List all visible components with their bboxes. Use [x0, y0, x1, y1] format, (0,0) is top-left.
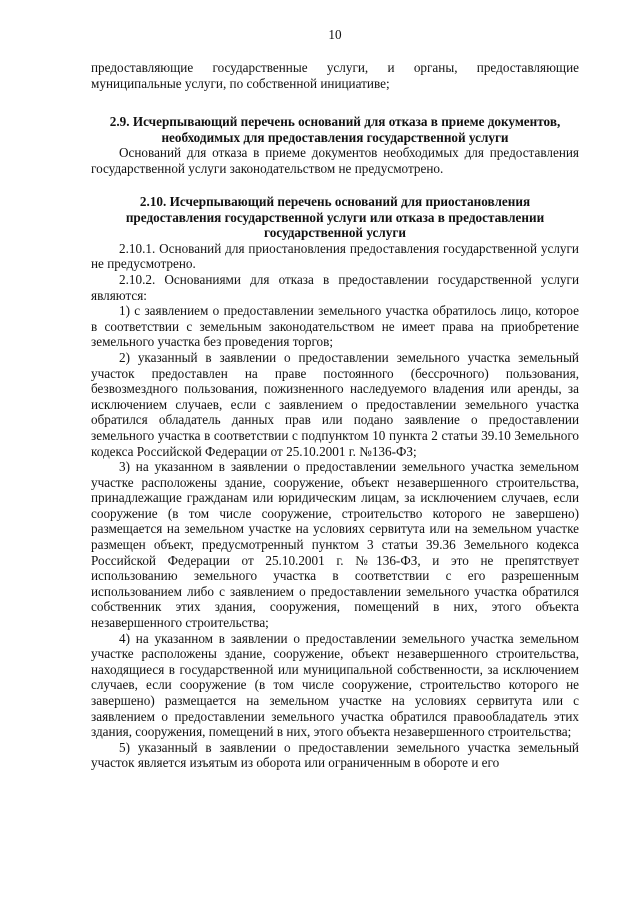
- paragraph-2-10-2: 2.10.2. Основаниями для отказа в предоставлении государственной услуги являются:: [91, 271, 579, 303]
- list-item-3: 3) на указанном в заявлении о предоставлении земельного участка земельном участке расположены здание, сооружение, объект незавершенного строительства, принадлежащие гражданам или юридическим лицам, за исключением случаев, если сооружение (в том числе сооружение, строительство которого не завершено) размещается на земельном участке на условиях сервитута или на земельном участке размещен объект, предусмотренный пунктом 3 статьи 39.36 Земельного кодекса Российской Федерации от 25.10.2001 г. №136-ФЗ, и это не препятствует использованию земельного участка в соответствии с его разрешенным использованием либо с заявлением о предоставлении земельного участка обратился собственник этих здания, сооружения, помещений в них, этого объекта незавершенного строительства;: [91, 459, 579, 631]
- intro-block: [91, 60, 579, 91]
- section-2-10: [91, 194, 579, 771]
- list-item-4: 4) на указанном в заявлении о предоставлении земельного участка земельном участке расположены здание, сооружение, объект незавершенного строительства, находящиеся в государственной или муниципальной собственности, за исключением случаев, если сооружение (в том числе сооружение, строительство которого не завершено) размещается на земельном участке на условиях сервитута или с заявлением о предоставлении земельного участка обратился правообладатель этих здания, сооружения, помещений в них, этого объекта незавершенного строительства;: [91, 630, 579, 740]
- section-2-9-heading-line2: необходимых для предоставления государственной услуги: [161, 129, 509, 145]
- section-2-9: [91, 114, 579, 176]
- intro-paragraph: предоставляющие государственные услуги, и органы, предоставляющие муниципальные услуги, по собственной инициативе;: [91, 60, 579, 91]
- section-2-9-body: Оснований для отказа в приеме документов необходимых для предоставления государственной услуги законодательством не предусмотрено.: [91, 145, 579, 176]
- section-2-10-heading: 2.10. Исчерпывающий перечень оснований для приостановления предоставления государственной услуги или отказа в предоставлении государственной услуги: [125, 194, 545, 241]
- page-number: 10: [328, 27, 342, 42]
- list-item-5: 5) указанный в заявлении о предоставлении земельного участка земельный участок является изъятым из оборота или ограниченным в обороте и его: [91, 739, 579, 771]
- section-2-9-heading-line1: 2.9. Исчерпывающий перечень оснований для отказа в приеме документов,: [109, 114, 561, 129]
- list-item-2: 2) указанный в заявлении о предоставлении земельного участка земельный участок предоставлен на праве постоянного (бессрочного) пользования, безвозмездного пользования, пожизненного наследуемого владения или аренды, за исключением случаев, если с заявлением о предоставлении земельного участка обратился обладатель данных прав или подано заявление о предоставлении земельного участка в соответствии с подпунктом 10 пункта 2 статьи 39.10 Земельного кодекса Российской Федерации от 25.10.2001 г. №136-ФЗ;: [91, 349, 579, 459]
- list-item-1: 1) с заявлением о предоставлении земельного участка обратилось лицо, которое в соответствии с земельным законодательством не имеет права на приобретение земельного участка без проведения торгов;: [91, 303, 579, 350]
- paragraph-2-10-1: 2.10.1. Оснований для приостановления предоставления государственной услуги не предусмотрено.: [91, 240, 579, 272]
